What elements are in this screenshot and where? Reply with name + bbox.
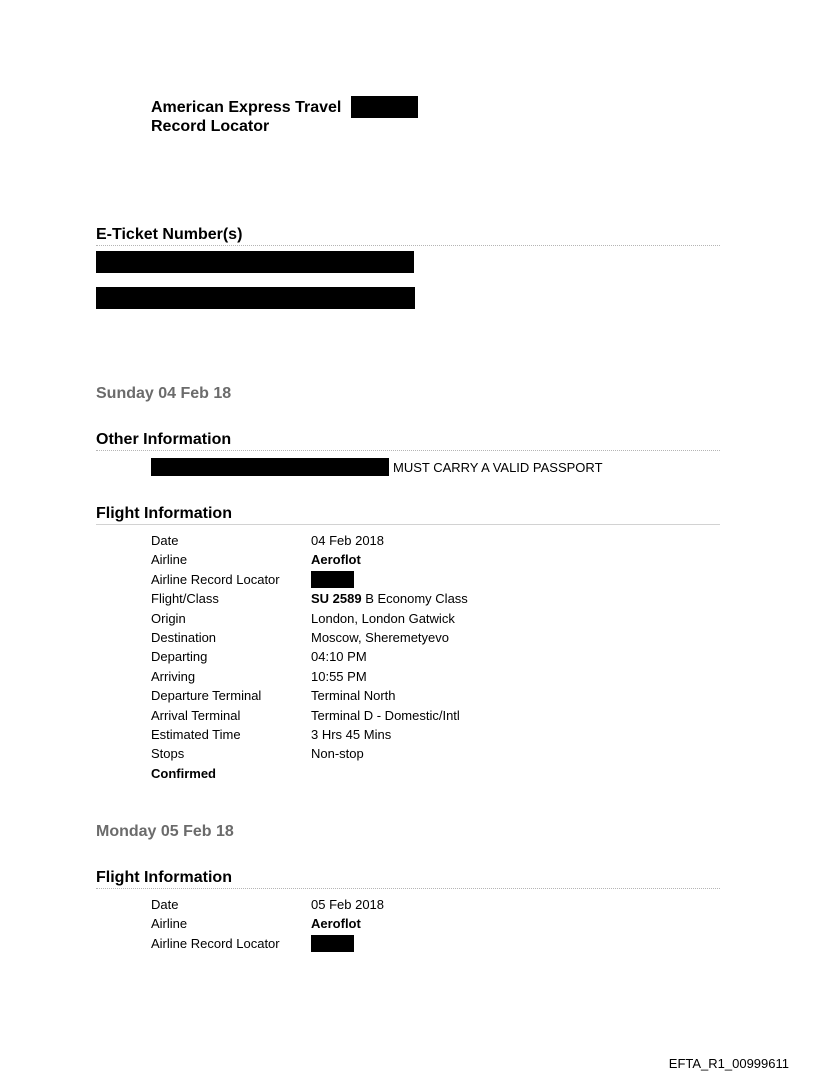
flight-status: Confirmed <box>151 765 216 781</box>
record-locator-redaction <box>351 96 418 118</box>
flight-row-value: Aeroflot <box>311 552 361 568</box>
flight-row-value: 04:10 PM <box>311 649 367 665</box>
flight-row-value: 3 Hrs 45 Mins <box>311 726 392 742</box>
flight-row-label: Date <box>151 897 179 912</box>
flight-row-label: Date <box>151 533 179 548</box>
flight-row-label: Airline Record Locator <box>151 571 280 587</box>
day1-date-heading: Sunday 04 Feb 18 <box>96 385 232 402</box>
flight-information-heading-2: Flight Information <box>96 869 720 889</box>
flight-row-value: Terminal North <box>311 688 396 704</box>
passport-notice: MUST CARRY A VALID PASSPORT <box>393 460 603 475</box>
flight-row-value: Terminal D - Domestic/Intl <box>311 707 460 723</box>
flight-row-value: Non-stop <box>311 746 364 762</box>
flight-row-value <box>311 589 468 608</box>
flight-row-label: Departing <box>151 649 208 665</box>
flight-row-label: Departure Terminal <box>151 688 262 704</box>
flight-row-value: 05 Feb 2018 <box>311 897 385 912</box>
day2-date-heading: Monday 05 Feb 18 <box>96 823 234 840</box>
flight-row-label: Arrival Terminal <box>151 707 241 723</box>
record-locator-title-line2: Record Locator <box>151 118 270 135</box>
other-information-heading: Other Information <box>96 431 720 451</box>
flight-row-label: Airline <box>151 916 188 932</box>
flight-row-label: Stops <box>151 746 185 762</box>
flight-number: SU 2589 <box>311 591 362 607</box>
flight-row-label: Origin <box>151 610 186 626</box>
flight-row-label: Airline Record Locator <box>151 935 280 951</box>
flight-row-label: Airline <box>151 552 188 568</box>
flight-row-label: Estimated Time <box>151 726 241 742</box>
flight-row-value: 04 Feb 2018 <box>311 533 385 548</box>
flight-information-heading-1: Flight Information <box>96 505 720 525</box>
flight-class: B Economy Class <box>361 591 468 607</box>
airline-record-locator-redaction <box>311 935 354 952</box>
eticket-number-redaction-2 <box>96 287 415 309</box>
flight-row-value: 10:55 PM <box>311 668 367 684</box>
flight-row-value: Aeroflot <box>311 916 361 932</box>
eticket-heading: E-Ticket Number(s) <box>96 226 720 246</box>
other-information-redaction <box>151 458 389 476</box>
airline-record-locator-redaction <box>311 571 354 588</box>
flight-row-label: Destination <box>151 629 217 645</box>
flight-row-value: London, London Gatwick <box>311 610 455 626</box>
record-locator-title-line1: American Express Travel <box>151 99 342 116</box>
flight-row-label: Flight/Class <box>151 591 219 607</box>
flight-row-label: Arriving <box>151 668 196 684</box>
record-locator-title <box>151 98 341 136</box>
document-id: EFTA_R1_00999611 <box>668 1056 789 1071</box>
flight-row-value: Moscow, Sheremetyevo <box>311 629 450 645</box>
eticket-number-redaction-1 <box>96 251 414 273</box>
